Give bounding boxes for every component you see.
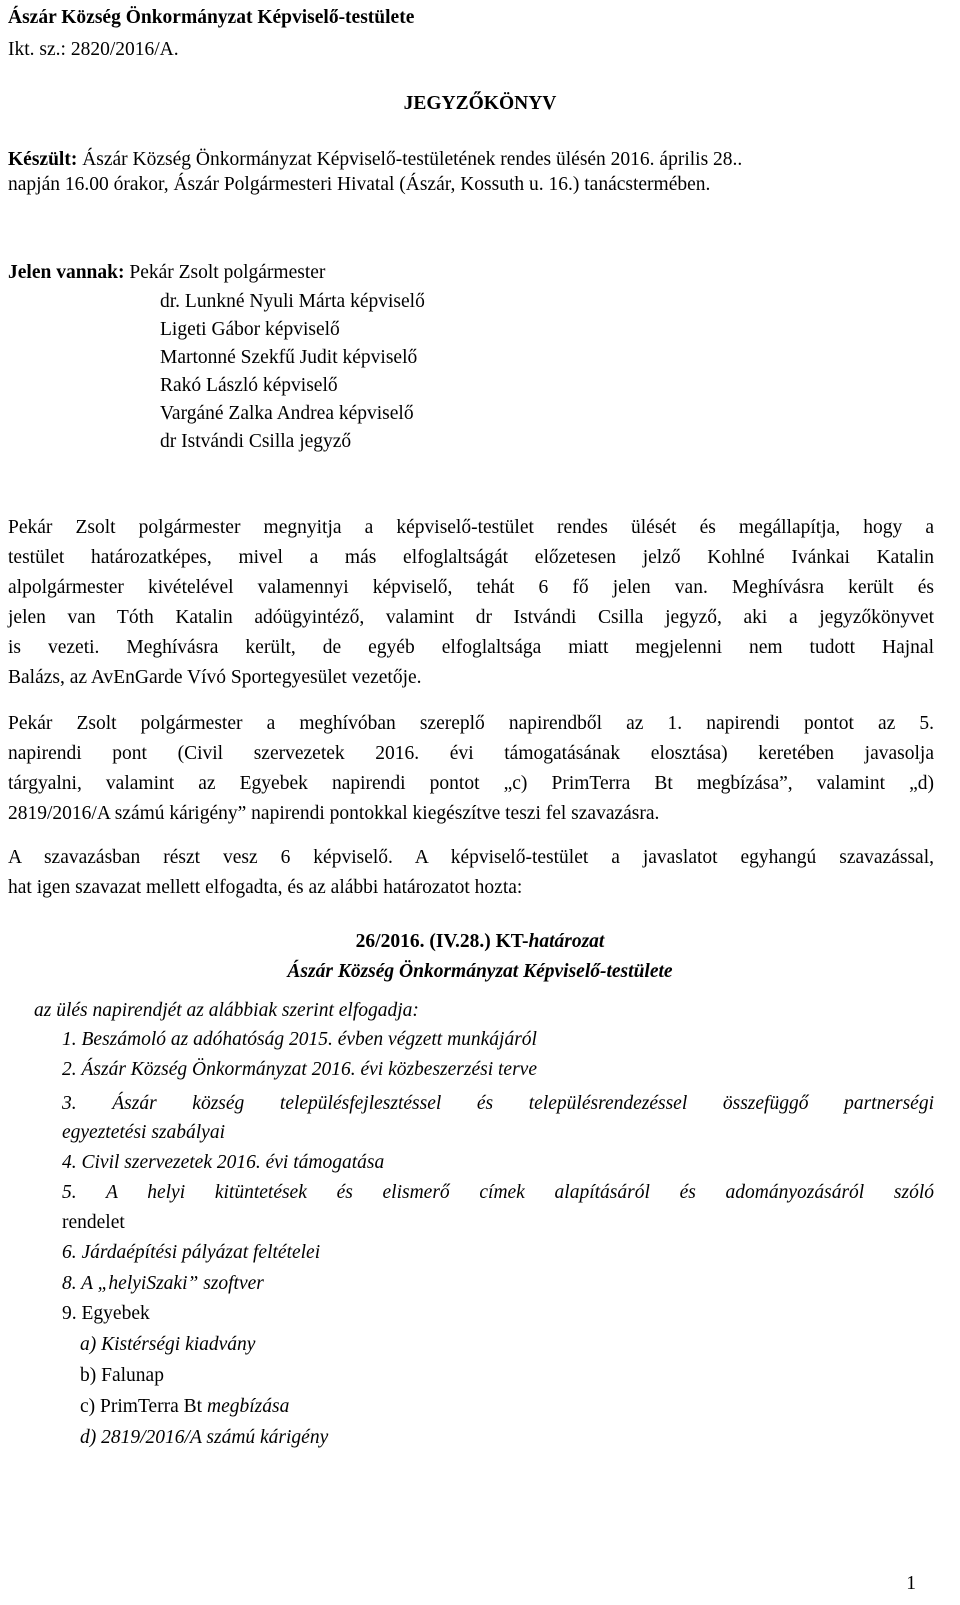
attendee: Martonné Szekfű Judit képviselő xyxy=(160,347,418,368)
para1-line: testület határozatképes, mivel a más elfoglaltságát előzetesen jelző Kohlné Ivánkai Katalin xyxy=(8,547,934,568)
agenda-subitem: a) Kistérségi kiadvány xyxy=(80,1334,256,1355)
agenda-subitem: b) Falunap xyxy=(80,1365,164,1386)
present-first: Pekár Zsolt polgármester xyxy=(124,262,326,283)
para2-line: Pekár Zsolt polgármester a meghívóban szereplő napirendből az 1. napirendi pontot az 5. xyxy=(8,713,934,734)
resolution-intro: az ülés napirendjét az alábbiak szerint elfogadja: xyxy=(34,1000,419,1021)
agenda-item: 4. Civil szervezetek 2016. évi támogatása xyxy=(62,1152,385,1173)
attendee: Ligeti Gábor képviselő xyxy=(160,319,340,340)
para2-line: 2819/2016/A számú kárigény” napirendi pontokkal kiegészítve teszi fel szavazásra. xyxy=(8,803,660,824)
document-title: JEGYZŐKÖNYV xyxy=(403,93,557,114)
agenda-item: 5. A helyi kitüntetések és elismerő címek alapításáról és adományozásáról szóló xyxy=(62,1182,934,1203)
agenda-item-continued: egyeztetési szabályai xyxy=(62,1122,225,1143)
made-line-1-text: Ászár Község Önkormányzat Képviselő-testületének rendes ülésén 2016. április 28.. xyxy=(77,149,743,170)
attendee: dr Istvándi Csilla jegyző xyxy=(160,431,352,452)
para1-line: Pekár Zsolt polgármester megnyitja a képviselő-testület rendes ülését és megállapítja, hogy a xyxy=(8,517,934,538)
para1-line: is vezeti. Meghívásra került, de egyéb elfoglaltsága miatt megjelenni nem tudott Hajnal xyxy=(8,637,934,658)
agenda-item: 9. Egyebek xyxy=(62,1303,150,1324)
attendee: Vargáné Zalka Andrea képviselő xyxy=(160,403,414,424)
made-label: Készült: xyxy=(8,149,78,170)
org-header: Ászár Község Önkormányzat Képviselő-testülete xyxy=(8,7,415,28)
para3-line: A szavazásban részt vesz 6 képviselő. A képviselő-testület a javaslatot egyhangú szavazással, xyxy=(8,847,934,868)
present-label: Jelen vannak: xyxy=(8,262,125,283)
agenda-item: 2. Ászár Község Önkormányzat 2016. évi közbeszerzési terve xyxy=(62,1059,537,1080)
agenda-item: 8. A „helyiSzaki” szoftver xyxy=(62,1273,264,1294)
agenda-subitem-text: c) PrimTerra Bt xyxy=(80,1396,207,1417)
agenda-subitem xyxy=(80,1395,289,1419)
made-line-2: napján 16.00 órakor, Ászár Polgármesteri Hivatal (Ászár, Kossuth u. 16.) tanácstermében. xyxy=(8,174,711,195)
para1-line: jelen van Tóth Katalin adóügyintéző, valamint dr Istvándi Csilla jegyző, aki a jegyzőkönyvet xyxy=(8,607,934,628)
para1-line: alpolgármester kivételével valamennyi képviselő, tehát 6 fő jelen van. Meghívásra került és xyxy=(8,577,934,598)
para3-line: hat igen szavazat mellett elfogadta, és az alábbi határozatot hozta: xyxy=(8,877,523,898)
agenda-item-continued: rendelet xyxy=(62,1212,125,1233)
resolution-number xyxy=(0,930,960,954)
para2-line: tárgyalni, valamint az Egyebek napirendi pontot „c) PrimTerra Bt megbízása”, valamint „d) xyxy=(8,773,934,794)
page-number: 1 xyxy=(906,1573,916,1594)
reference-number: Ikt. sz.: 2820/2016/A. xyxy=(8,39,179,60)
attendee: Rakó László képviselő xyxy=(160,375,338,396)
agenda-item: 6. Járdaépítési pályázat feltételei xyxy=(62,1242,321,1263)
present-first-line xyxy=(8,261,325,285)
agenda-item: 3. Ászár község településfejlesztéssel és településrendezéssel összefüggő partnerségi xyxy=(62,1093,934,1114)
resolution-number-text: 26/2016. (IV.28.) KT- xyxy=(355,931,529,952)
para2-line: napirendi pont (Civil szervezetek 2016. évi támogatásának elosztása) keretében javasolja xyxy=(8,743,934,764)
resolution-body: Ászár Község Önkormányzat Képviselő-testülete xyxy=(287,961,673,982)
made-line-1 xyxy=(8,148,742,172)
agenda-subitem-italic: megbízása xyxy=(206,1396,290,1417)
agenda-item: 1. Beszámoló az adóhatóság 2015. évben végzett munkájáról xyxy=(62,1029,537,1050)
attendee: dr. Lunkné Nyuli Márta képviselő xyxy=(160,291,425,312)
resolution-number-italic: határozat xyxy=(528,931,605,952)
para1-line: Balázs, az AvEnGarde Vívó Sportegyesület vezetője. xyxy=(8,667,422,688)
agenda-subitem: d) 2819/2016/A számú kárigény xyxy=(80,1427,329,1448)
